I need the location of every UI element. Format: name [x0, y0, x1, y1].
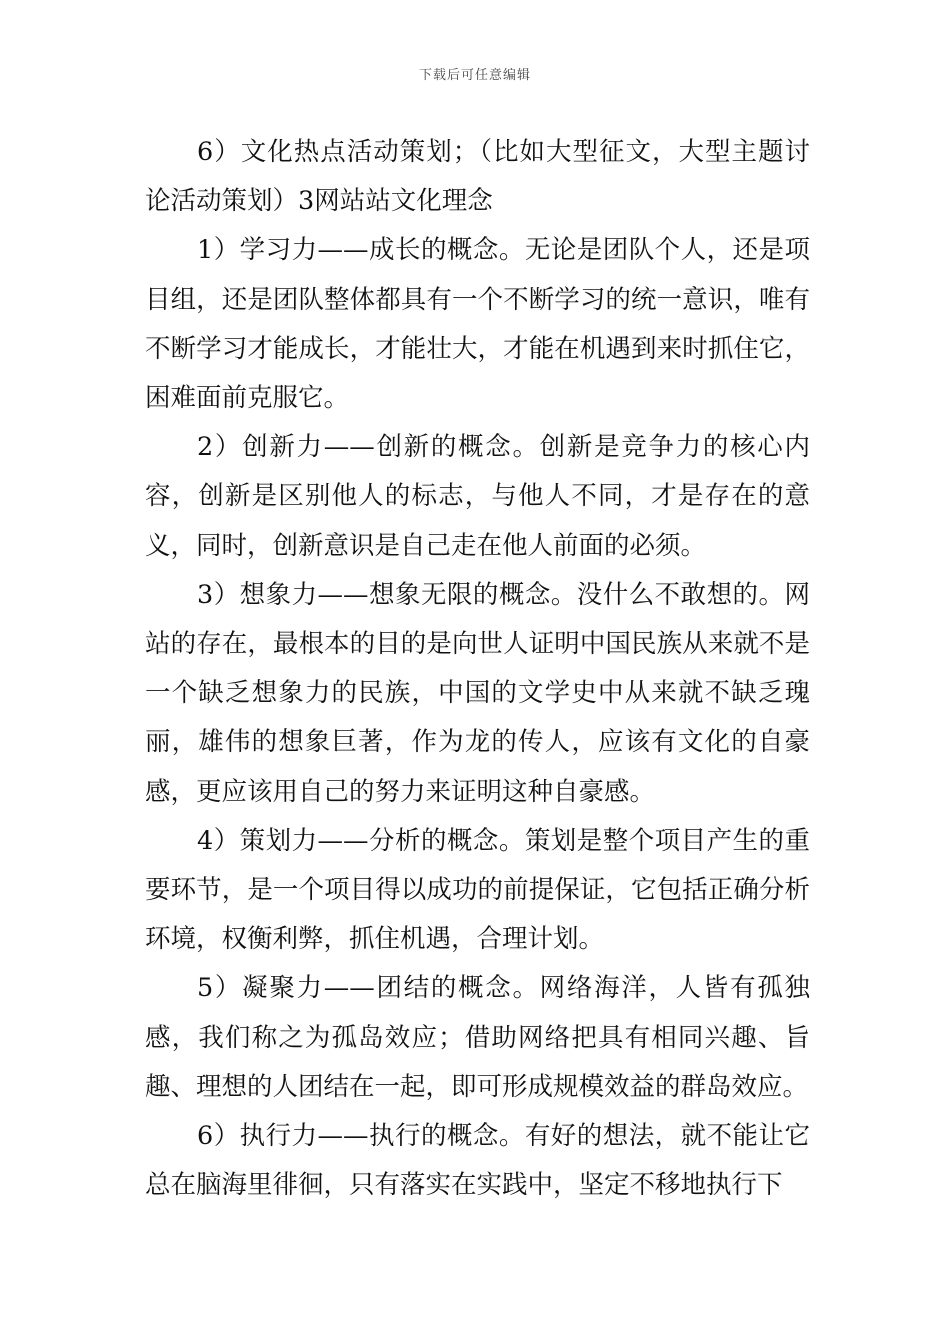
page-header-note: 下载后可任意编辑: [418, 68, 531, 83]
paragraph-learning: 1）学习力——成长的概念。无论是团队个人，还是项目组，还是团队整体都具有一个不断学习的统一意识，唯有不断学习才能成长，才能壮大，才能在机遇到来时抓住它，困难面前克服它。: [145, 235, 810, 414]
paragraph-activity-planning: 6）文化热点活动策划；（比如大型征文，大型主题讨论活动策划）3网站站文化理念: [145, 137, 810, 217]
paragraph-execution: 6）执行力——执行的概念。有好的想法，就不能让它总在脑海里徘徊，只有落实在实践中，坚定不移地执行下: [145, 1121, 810, 1201]
paragraph-planning: 4）策划力——分析的概念。策划是整个项目产生的重要环节，是一个项目得以成功的前提保证，它包括正确分析环境，权衡利弊，抓住机遇，合理计划。: [145, 825, 810, 955]
document-body: [145, 128, 810, 1210]
paragraph-innovation: 2）创新力——创新的概念。创新是竞争力的核心内容，创新是区别他人的标志，与他人不同，才是存在的意义，同时，创新意识是自己走在他人前面的必须。: [145, 432, 810, 561]
paragraph-imagination: 3）想象力——想象无限的概念。没什么不敢想的。网站的存在，最根本的目的是向世人证明中国民族从来就不是一个缺乏想象力的民族，中国的文学史中从来就不缺乏瑰丽，雄伟的想象巨著，作为龙的传人，应该有文化的自豪感，更应该用自己的努力来证明这种自豪感。: [145, 579, 810, 807]
paragraph-cohesion: 5）凝聚力——团结的概念。网络海洋，人皆有孤独感，我们称之为孤岛效应；借助网络把具有相同兴趣、旨趣、理想的人团结在一起，即可形成规模效益的群岛效应。: [145, 973, 810, 1102]
